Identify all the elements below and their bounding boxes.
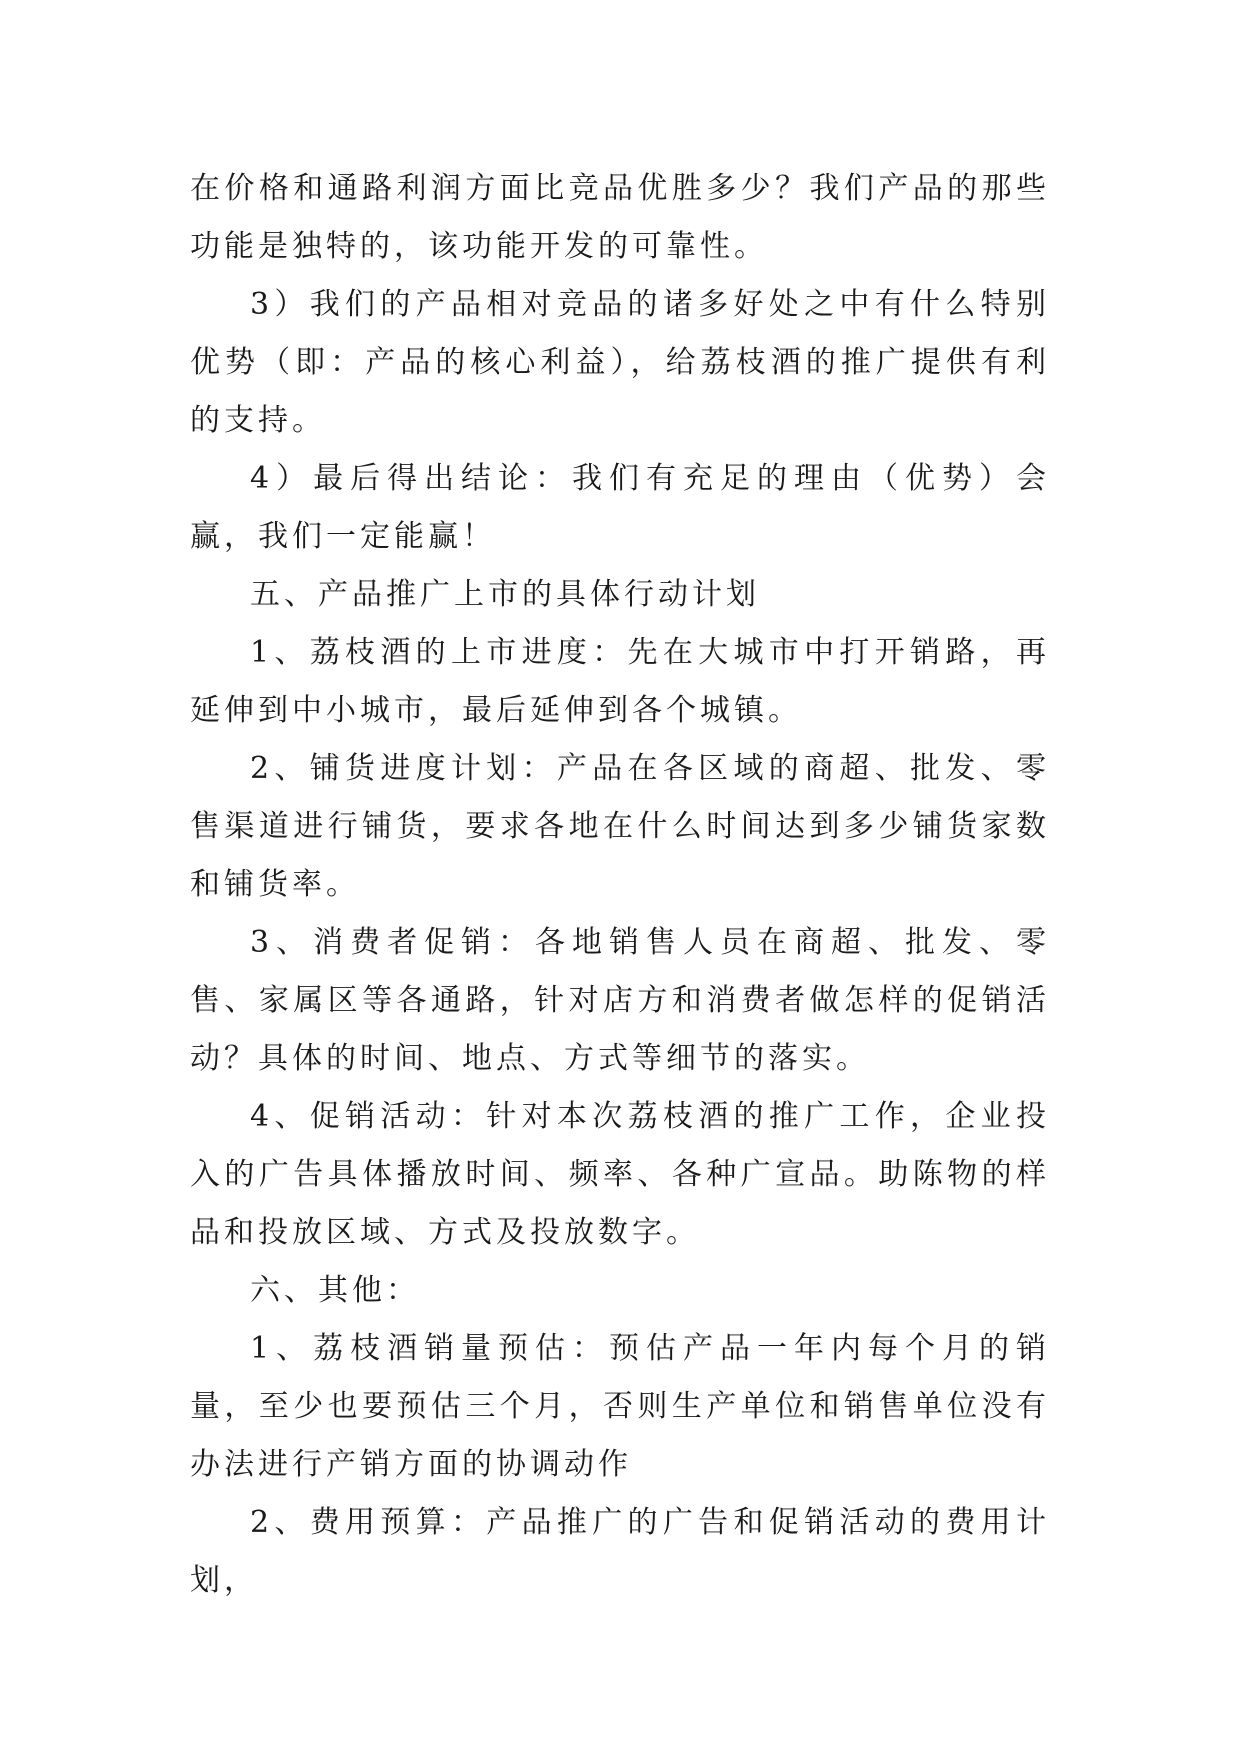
paragraph-advantage-3: 3）我们的产品相对竞品的诸多好处之中有什么特别优势（即：产品的核心利益），给荔枝酒的推广提供有利的支持。 <box>190 287 1050 438</box>
paragraph-continuation: 在价格和通路利润方面比竞品优胜多少？我们产品的那些功能是独特的，该功能开发的可靠性。 <box>190 171 1050 264</box>
paragraph-distribution-plan: 2、铺货进度计划：产品在各区域的商超、批发、零售渠道进行铺货，要求各地在什么时间达到多少铺货家数和铺货率。 <box>190 751 1050 902</box>
paragraph-budget: 2、费用预算：产品推广的广告和促销活动的费用计划， <box>190 1505 1050 1598</box>
paragraph-consumer-promotion: 3、消费者促销：各地销售人员在商超、批发、零售、家属区等各通路，针对店方和消费者做怎样的促销活动？具体的时间、地点、方式等细节的落实。 <box>190 925 1050 1076</box>
section-heading-five: 五、产品推广上市的具体行动计划 <box>250 577 760 612</box>
document-body <box>190 160 1050 1610</box>
paragraph-sales-forecast: 1、荔枝酒销量预估：预估产品一年内每个月的销量，至少也要预估三个月，否则生产单位和销售单位没有办法进行产销方面的协调动作 <box>190 1331 1050 1482</box>
section-heading-six: 六、其他： <box>250 1273 420 1308</box>
paragraph-promotion-activities: 4、促销活动：针对本次荔枝酒的推广工作，企业投入的广告具体播放时间、频率、各种广宣品。助陈物的样品和投放区域、方式及投放数字。 <box>190 1099 1050 1250</box>
paragraph-launch-schedule: 1、荔枝酒的上市进度：先在大城市中打开销路，再延伸到中小城市，最后延伸到各个城镇。 <box>190 635 1050 728</box>
paragraph-conclusion-4: 4）最后得出结论：我们有充足的理由（优势）会赢，我们一定能赢！ <box>190 461 1050 554</box>
